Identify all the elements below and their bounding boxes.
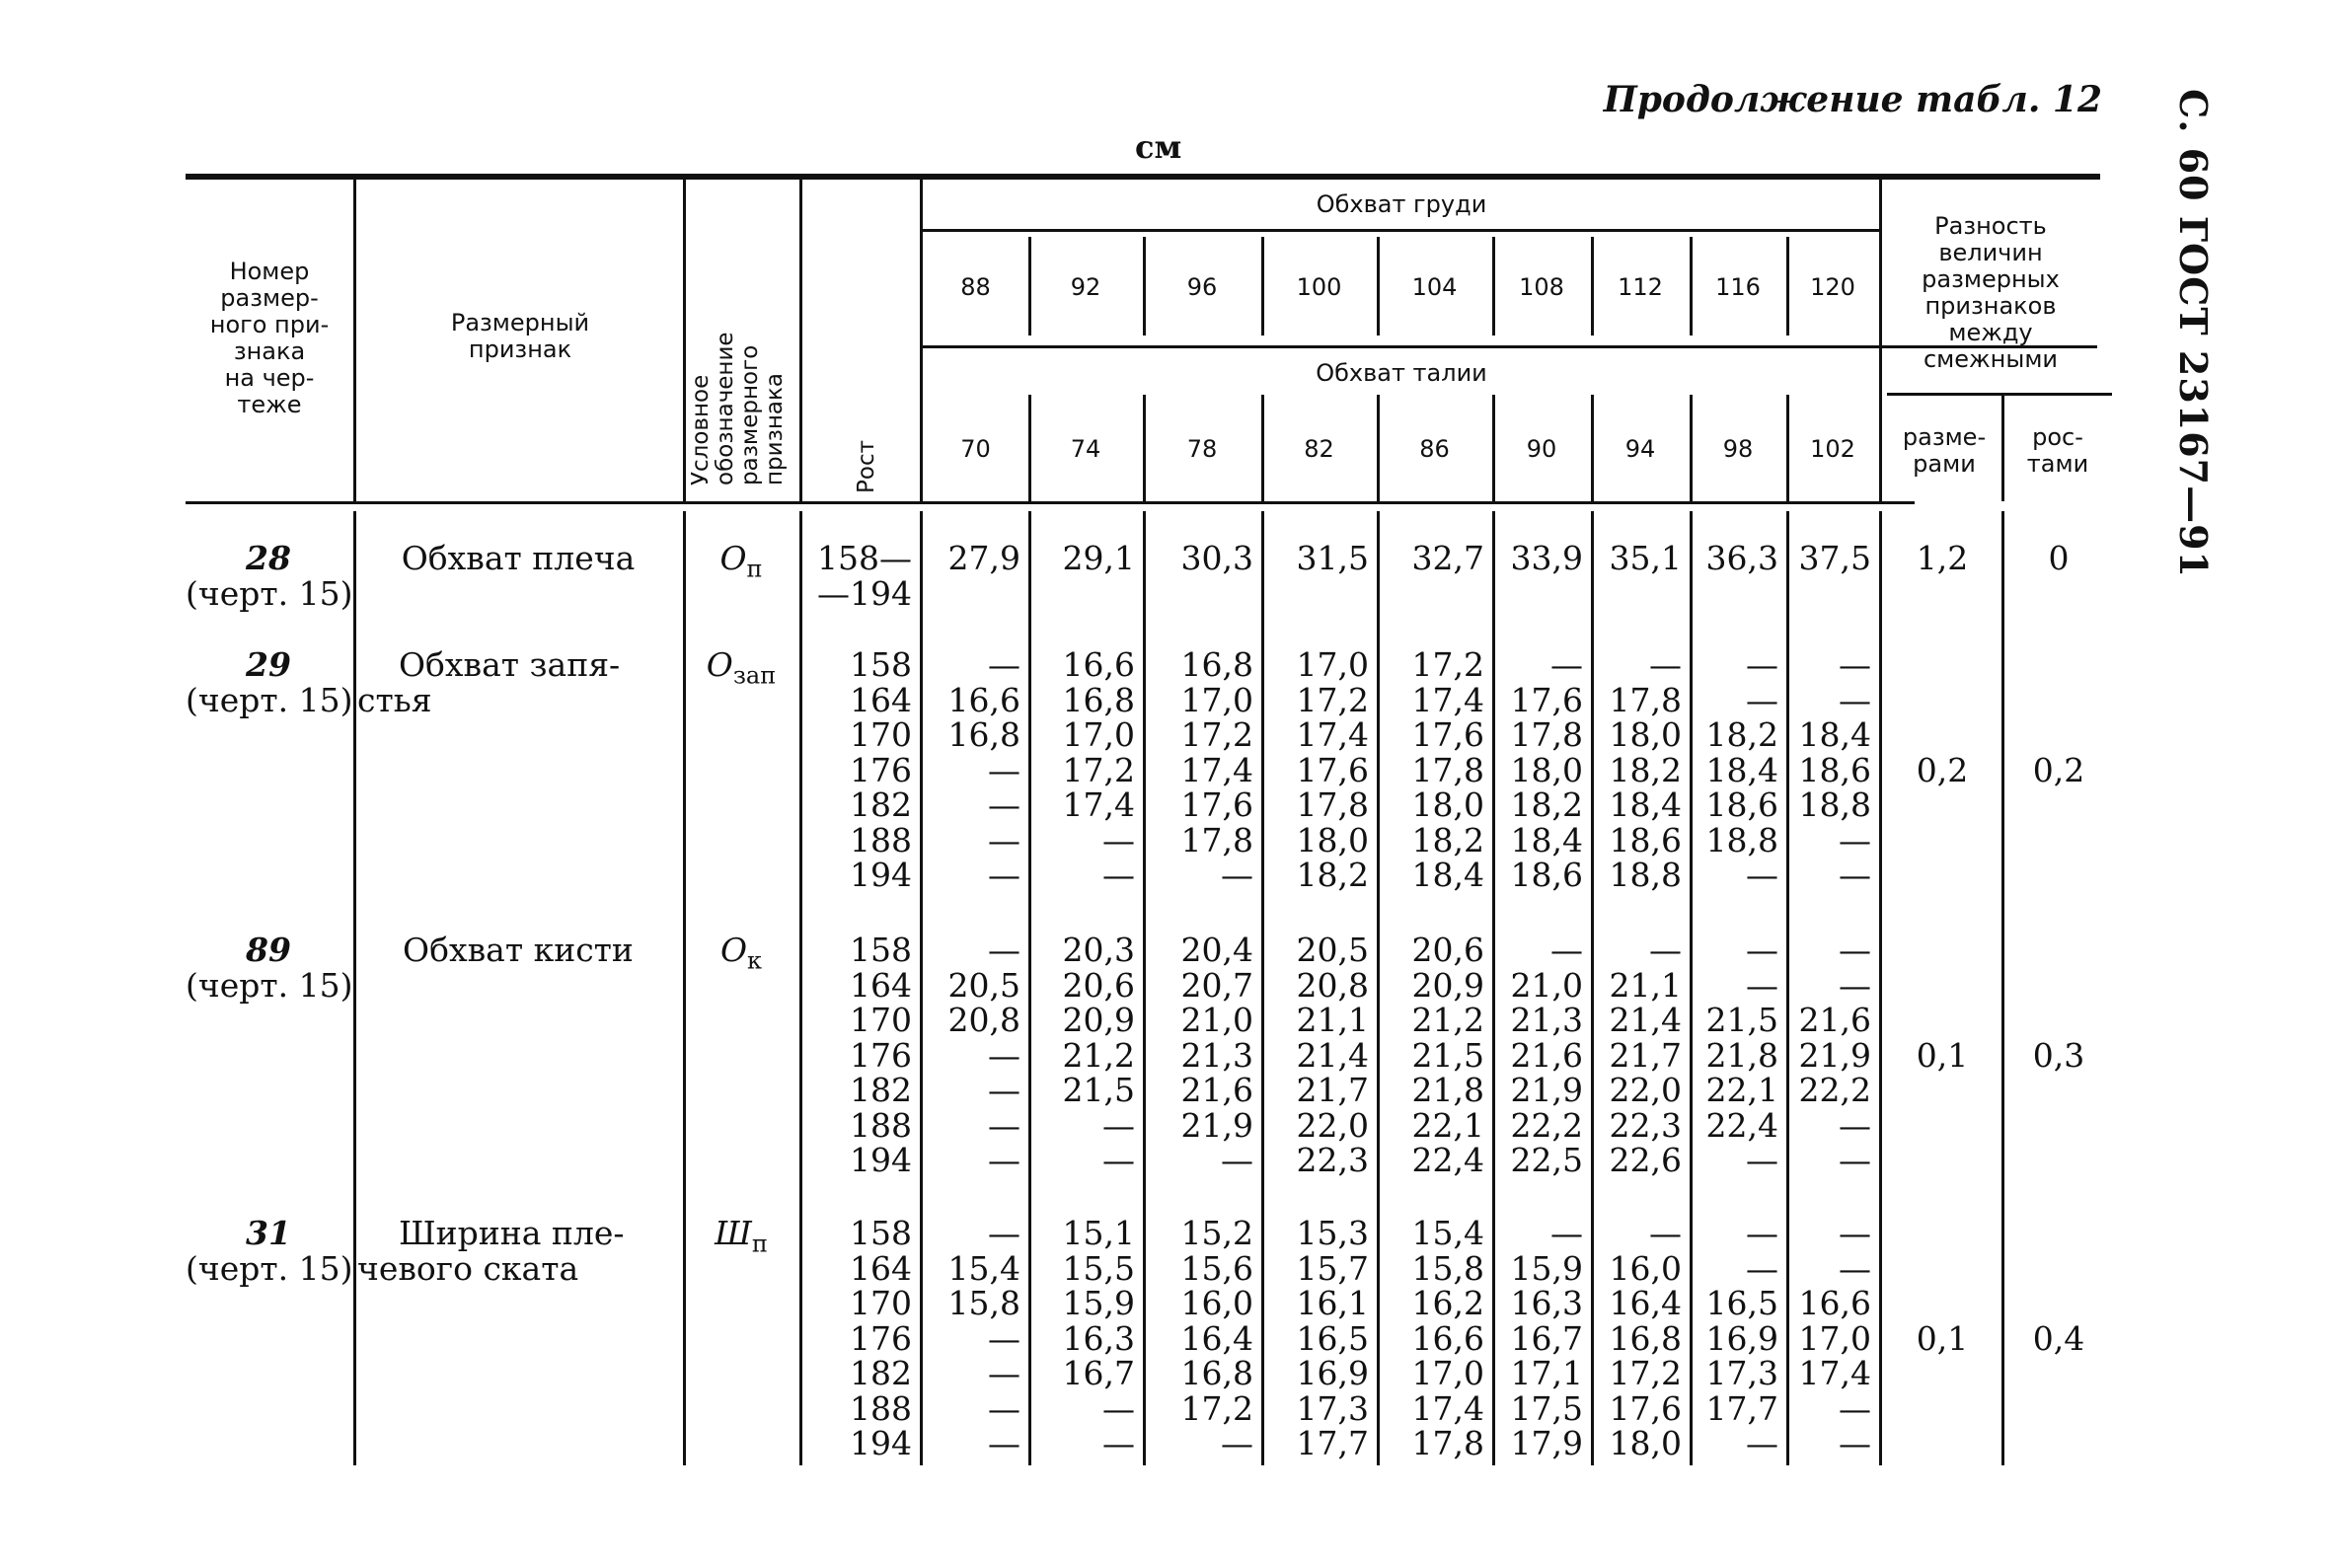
value-column: 33,9 xyxy=(1510,539,1583,577)
row-name: Ширина пле- чевого ската xyxy=(357,1214,625,1288)
chest-value: 104 xyxy=(1411,273,1458,301)
value-column: 16,8 17,0 17,2 17,4 17,6 17,8 — xyxy=(1180,645,1253,894)
header-diff-heights: рос- тами xyxy=(2026,423,2089,478)
value-column: 20,3 20,6 20,9 21,2 21,5 — — xyxy=(1062,931,1135,1179)
row-heights: 158 164 170 176 182 188 194 xyxy=(850,1214,912,1462)
waist-value: 70 xyxy=(960,435,991,463)
top-rule xyxy=(186,174,2100,180)
chest-value: 108 xyxy=(1519,273,1564,301)
table-continuation-title: Продолжение табл. 12 xyxy=(1603,79,2102,120)
row-name: Обхват запя- стья xyxy=(357,645,621,719)
header-column-divider xyxy=(683,180,686,501)
value-column: — — 21,5 21,8 22,1 22,4 — xyxy=(1705,931,1778,1179)
row-symbol: $О_п$ xyxy=(719,539,763,583)
waist-value: 86 xyxy=(1419,435,1450,463)
header-name: Размерный признак xyxy=(450,309,590,363)
header-diff-sizes: разме- рами xyxy=(1902,423,1987,478)
value-column: 27,9 xyxy=(947,539,1020,577)
diff-sizes-value: 1,2 xyxy=(1916,539,1969,577)
waist-value: 102 xyxy=(1810,435,1855,463)
chest-value: 92 xyxy=(1070,273,1101,301)
value-column: 20,5 20,8 21,1 21,4 21,7 22,0 22,3 xyxy=(1296,931,1369,1179)
value-column: 15,1 15,5 15,9 16,3 16,7 — — xyxy=(1062,1214,1135,1462)
value-column: 16,6 16,8 17,0 17,2 17,4 — — xyxy=(1062,645,1135,894)
value-column: — — 18,4 18,6 18,8 — — xyxy=(1798,645,1871,894)
header-column-divider xyxy=(353,180,356,501)
row-symbol: $О_{зап}$ xyxy=(706,645,777,690)
row-number: 31 (черт. 15) xyxy=(186,1214,353,1288)
diff-sizes-value: 0,1 xyxy=(1916,1035,1969,1075)
side-page-label: С. 60 ГОСТ 23167—91 xyxy=(2171,89,2216,578)
value-column: 15,3 15,7 16,1 16,5 16,9 17,3 17,7 xyxy=(1296,1214,1369,1462)
header-waist-title: Обхват талии xyxy=(1316,359,1487,387)
row-number: 29 (черт. 15) xyxy=(186,645,353,719)
waist-value: 94 xyxy=(1624,435,1656,463)
value-column: — 16,0 16,4 16,8 17,2 17,6 18,0 xyxy=(1609,1214,1682,1462)
body-column-divider xyxy=(1879,511,1882,1465)
row-number: 89 (черт. 15) xyxy=(186,931,353,1005)
diff-heights-value: 0,3 xyxy=(2032,1035,2085,1075)
header-bottom-rule xyxy=(186,501,1915,504)
value-column: — 17,8 18,0 18,2 18,4 18,6 18,8 xyxy=(1609,645,1682,894)
value-column: 30,3 xyxy=(1180,539,1253,577)
value-column: — 21,0 21,3 21,6 21,9 22,2 22,5 xyxy=(1510,931,1583,1179)
waist-value: 74 xyxy=(1070,435,1101,463)
value-column: — 17,6 17,8 18,0 18,2 18,4 18,6 xyxy=(1510,645,1583,894)
diff-rule xyxy=(1887,393,2112,396)
waist-value: 78 xyxy=(1186,435,1218,463)
value-column: — 21,1 21,4 21,7 22,0 22,3 22,6 xyxy=(1609,931,1682,1179)
row-name: Обхват кисти xyxy=(403,931,634,969)
diff-sizes-value: 0,2 xyxy=(1916,750,1969,789)
value-column: 17,2 17,4 17,6 17,8 18,0 18,2 18,4 xyxy=(1411,645,1484,894)
body-column-divider xyxy=(2001,511,2004,1465)
value-column: 20,6 20,9 21,2 21,5 21,8 22,1 22,4 xyxy=(1411,931,1484,1179)
row-name: Обхват плеча xyxy=(401,539,636,577)
chest-value: 112 xyxy=(1618,273,1663,301)
row-number: 28 (черт. 15) xyxy=(186,539,353,613)
row-heights: 158 164 170 176 182 188 194 xyxy=(850,645,912,894)
value-column: 29,1 xyxy=(1062,539,1135,577)
diff-heights-value: 0 xyxy=(2048,539,2070,577)
value-column: — 15,4 15,8 — — — — xyxy=(947,1214,1020,1462)
row-symbol: $О_к$ xyxy=(719,931,763,975)
row-heights: 158— —194 xyxy=(817,539,912,613)
header-diff: Разность величин размерных признаков между смежными xyxy=(1922,212,2060,373)
header-column-divider xyxy=(1879,180,1882,501)
header-chest-title: Обхват груди xyxy=(1316,190,1487,218)
diff-heights-value: 0,2 xyxy=(2032,750,2085,789)
row-heights: 158 164 170 176 182 188 194 xyxy=(850,931,912,1179)
chest-value: 88 xyxy=(960,273,991,301)
value-column: — — 16,5 16,9 17,3 17,7 — xyxy=(1705,1214,1778,1462)
chest-value: 100 xyxy=(1296,273,1342,301)
chest-rule xyxy=(923,229,1880,232)
value-column: — 16,6 16,8 — — — — xyxy=(947,645,1020,894)
diff-sizes-value: 0,1 xyxy=(1916,1318,1969,1358)
value-column: — — 16,6 17,0 17,4 — — xyxy=(1798,1214,1871,1462)
value-column: 20,4 20,7 21,0 21,3 21,6 21,9 — xyxy=(1180,931,1253,1179)
value-column: 17,0 17,2 17,4 17,6 17,8 18,0 18,2 xyxy=(1296,645,1369,894)
chest-value: 96 xyxy=(1186,273,1218,301)
value-column: 32,7 xyxy=(1411,539,1484,577)
waist-value: 98 xyxy=(1722,435,1754,463)
waist-value: 82 xyxy=(1304,435,1334,463)
header-num: Номер размер- ного при- знака на чер- теже xyxy=(209,258,330,418)
value-column: — — 21,6 21,9 22,2 — — xyxy=(1798,931,1871,1179)
value-column: — — 18,2 18,4 18,6 18,8 — xyxy=(1705,645,1778,894)
diff-heights-value: 0,4 xyxy=(2032,1318,2085,1358)
value-column: 15,4 15,8 16,2 16,6 17,0 17,4 17,8 xyxy=(1411,1214,1484,1462)
chest-value: 116 xyxy=(1715,273,1761,301)
waist-value: 90 xyxy=(1526,435,1557,463)
row-symbol: $Ш_п$ xyxy=(715,1214,768,1258)
value-column: 37,5 xyxy=(1798,539,1871,577)
header-column-divider xyxy=(799,180,802,501)
value-column: — 20,5 20,8 — — — — xyxy=(947,931,1020,1179)
body-column-divider xyxy=(353,511,356,1465)
value-column: 15,2 15,6 16,0 16,4 16,8 17,2 — xyxy=(1180,1214,1253,1462)
value-column: — 15,9 16,3 16,7 17,1 17,5 17,9 xyxy=(1510,1214,1583,1462)
value-column: 31,5 xyxy=(1296,539,1369,577)
value-column: 35,1 xyxy=(1609,539,1682,577)
header-height: Рост xyxy=(854,440,879,493)
chest-value: 120 xyxy=(1810,273,1855,301)
unit-label: см xyxy=(1135,128,1182,166)
value-column: 36,3 xyxy=(1705,539,1778,577)
header-symbol: Условное обозначение размерного признака xyxy=(688,332,788,485)
